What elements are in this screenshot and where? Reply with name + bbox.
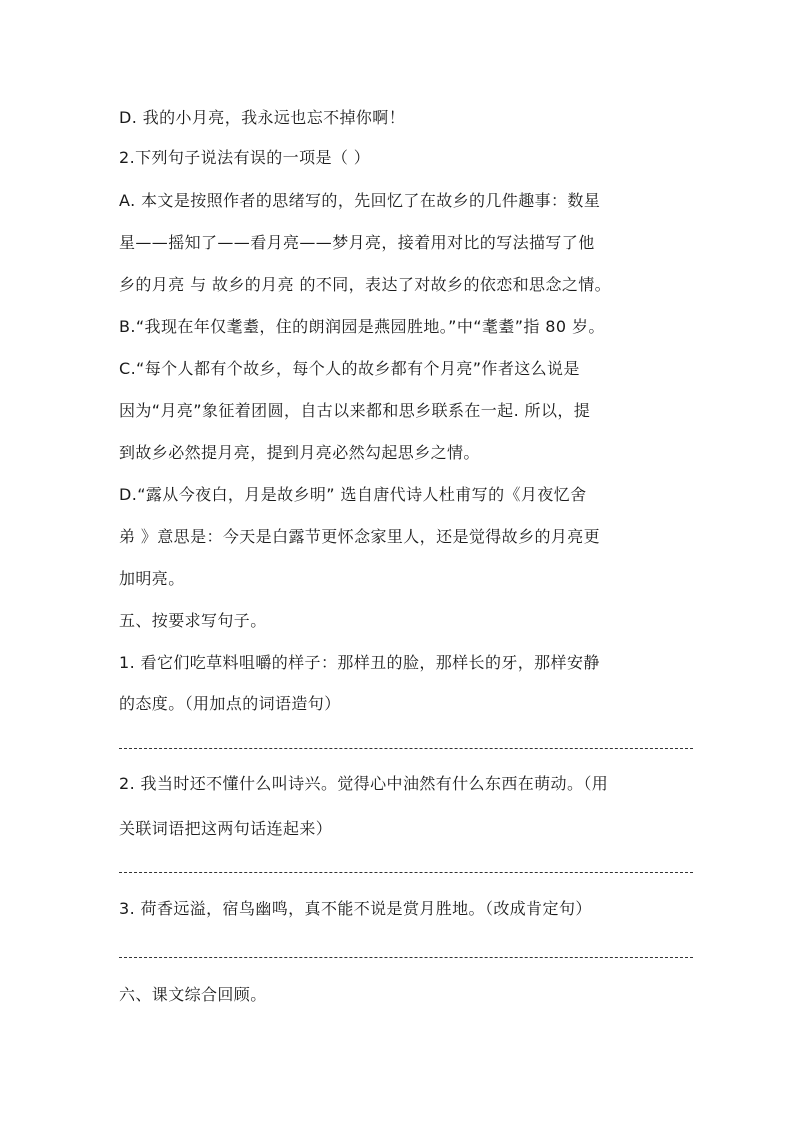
option-d-first: D. 我的小月亮，我永远也忘不掉你啊！ — [119, 108, 406, 127]
option-c-line-3: 到故乡必然提月亮，提到月亮必然勾起思乡之情。 — [119, 443, 480, 462]
answer-line-2[interactable] — [119, 872, 693, 873]
task-1-line-2: 的态度。（用加点的词语造句） — [119, 694, 341, 713]
section-5-heading: 五、按要求写句子。 — [119, 611, 267, 630]
task-3: 3. 荷香远溢，宿鸟幽鸣，真不能不说是赏月胜地。（改成肯定句） — [119, 899, 592, 918]
section-6-heading: 六、课文综合回顾。 — [119, 985, 267, 1004]
option-a-line-2: 星——摇知了——看月亮——梦月亮，接着用对比的写法描写了他 — [119, 233, 595, 252]
task-2-line-1: 2. 我当时还不懂什么叫诗兴。觉得心中油然有什么东西在萌动。（用 — [119, 774, 609, 793]
option-a-line-1: A. 本文是按照作者的思绪写的，先回忆了在故乡的几件趣事：数星 — [119, 191, 601, 210]
answer-line-1[interactable] — [119, 748, 693, 749]
option-d-line-3: 加明亮。 — [119, 569, 185, 588]
option-d-line-1: D.“露从今夜白，月是故乡明” 选自唐代诗人杜甫写的《月夜忆舍 — [119, 485, 587, 504]
task-1-line-1: 1. 看它们吃草料咀嚼的样子：那样丑的脸，那样长的牙，那样安静 — [119, 653, 600, 672]
task-2-line-2: 关联词语把这两句话连起来） — [119, 819, 333, 838]
option-a-line-3: 乡的月亮 与 故乡的月亮 的不同，表达了对故乡的依恋和思念之情。 — [119, 275, 612, 294]
option-b: B.“我现在年仅耄耋，住的朗润园是燕园胜地。”中“耄耋”指 80 岁。 — [119, 317, 605, 336]
option-c-line-1: C.“每个人都有个故乡，每个人的故乡都有个月亮”作者这么说是 — [119, 359, 580, 378]
question-2: 2.下列句子说法有误的一项是（ ） — [119, 148, 371, 167]
option-d-line-2: 弟 》意思是：今天是白露节更怀念家里人，还是觉得故乡的月亮更 — [119, 527, 601, 546]
answer-line-3[interactable] — [119, 957, 693, 958]
option-c-line-2: 因为“月亮”象征着团圆，自古以来都和思乡联系在一起. 所以，提 — [119, 401, 591, 420]
